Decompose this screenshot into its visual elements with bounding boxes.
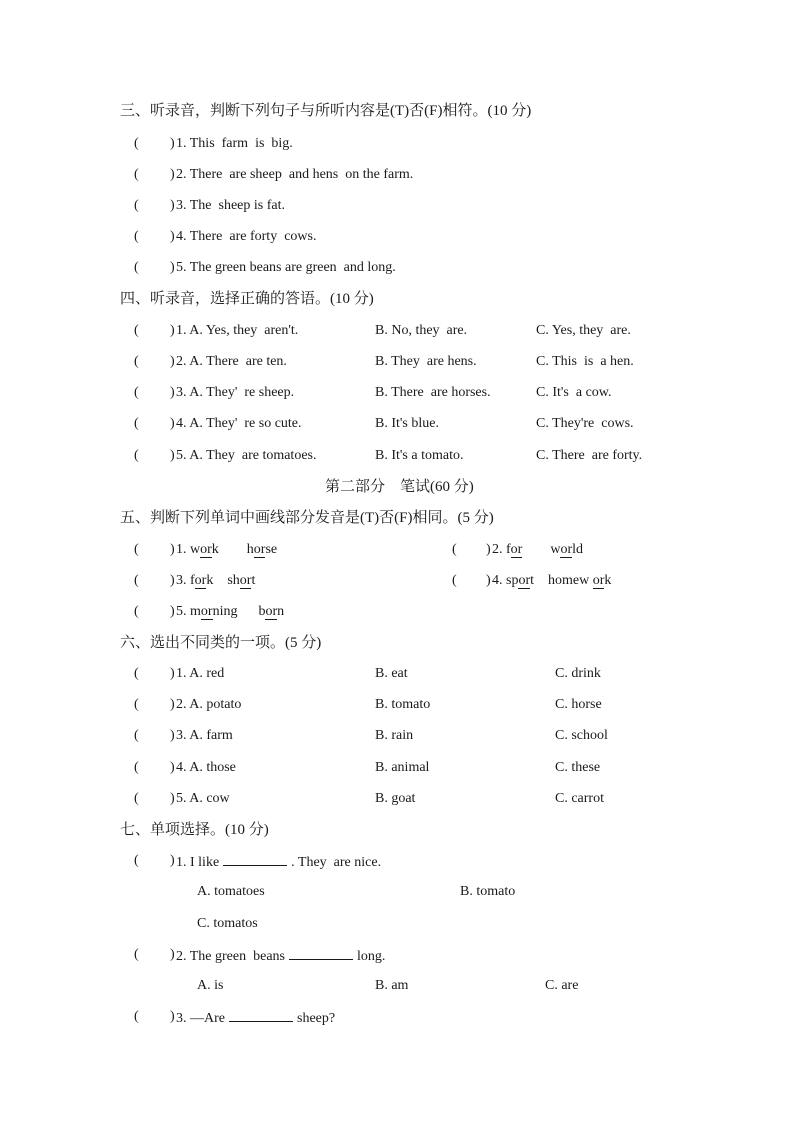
word-part: k [604, 573, 612, 588]
answer-paren-open: ( [134, 385, 139, 400]
answer-paren-open: ( [134, 136, 139, 151]
answer-paren-close: ) [170, 448, 175, 463]
stem-text: sheep? [297, 1011, 336, 1026]
answer-paren-open: ( [134, 573, 139, 588]
answer-paren-open: ( [134, 448, 139, 463]
option-b: B. tomato [460, 884, 516, 899]
answer-paren-open: ( [134, 198, 139, 213]
answer-paren-open: ( [134, 604, 139, 619]
option-b: B. goat [375, 791, 416, 806]
answer-paren-open: ( [134, 229, 139, 244]
list-item: 3. The sheep is fat. [176, 198, 285, 213]
item-number: 5. [176, 604, 187, 619]
answer-paren-open: ( [134, 947, 139, 962]
part-2-title: 第二部分 笔试(60 分) [325, 479, 474, 495]
underlined-part: or [200, 604, 213, 619]
answer-paren-close: ) [170, 416, 175, 431]
option-b: B. It's blue. [375, 416, 439, 431]
stem-text: 1. I like [176, 855, 220, 870]
item-number: 2. [492, 542, 503, 557]
word-part: f [190, 573, 195, 588]
question-option-a: 5. A. They are tomatoes. [176, 448, 317, 463]
answer-paren-open: ( [134, 853, 139, 868]
underlined-part: or [239, 573, 252, 588]
answer-paren-close: ) [170, 354, 175, 369]
option-b: B. They are hens. [375, 354, 477, 369]
option-b: B. There are horses. [375, 385, 491, 400]
answer-blank [223, 852, 287, 866]
answer-paren-open: ( [134, 323, 139, 338]
word-part: ld [572, 542, 584, 557]
answer-blank [289, 946, 353, 960]
word-part: sp [506, 573, 519, 588]
stem-text: long. [356, 949, 386, 964]
section-7-heading: 七、单项选择。(10 分) [120, 822, 269, 838]
answer-paren-close: ) [170, 760, 175, 775]
option-b: B. eat [375, 666, 408, 681]
question-stem [176, 1008, 335, 1028]
word-part: h [246, 542, 254, 557]
option-c: C. are [545, 978, 579, 993]
word-part: m [190, 604, 201, 619]
option-c: C. Yes, they are. [536, 323, 631, 338]
answer-paren-close: ) [170, 573, 175, 588]
underlined-part: or [560, 542, 573, 557]
answer-paren-close: ) [170, 229, 175, 244]
item-number: 1. [176, 542, 187, 557]
stem-text: 2. The green beans [176, 949, 285, 964]
option-c: C. carrot [555, 791, 604, 806]
answer-paren-open: ( [452, 542, 457, 557]
option-c: C. There are forty. [536, 448, 643, 463]
option-a: 5. A. cow [176, 791, 230, 806]
word-pair [492, 541, 583, 559]
answer-paren-open: ( [134, 167, 139, 182]
option-b: B. tomato [375, 697, 431, 712]
answer-paren-close: ) [170, 791, 175, 806]
underlined-part: or [194, 573, 207, 588]
answer-paren-open: ( [134, 1009, 139, 1024]
option-a: 3. A. farm [176, 728, 233, 743]
list-item: 5. The green beans are green and long. [176, 260, 396, 275]
answer-paren-open: ( [134, 260, 139, 275]
option-b: B. animal [375, 760, 430, 775]
item-number: 4. [492, 573, 503, 588]
option-b: B. am [375, 978, 409, 993]
word-part: f [506, 542, 511, 557]
word-part: k [211, 542, 219, 557]
stem-text: 3. —Are [176, 1011, 225, 1026]
answer-paren-open: ( [134, 697, 139, 712]
answer-paren-open: ( [134, 760, 139, 775]
word-part: t [530, 573, 535, 588]
section-4-heading: 四、听录音，选择正确的答语。(10 分) [120, 291, 374, 307]
option-a: 2. A. potato [176, 697, 242, 712]
option-c: C. school [555, 728, 608, 743]
option-c: C. these [555, 760, 601, 775]
underlined-part: or [200, 542, 212, 557]
answer-paren-close: ) [170, 604, 175, 619]
word-part: w [190, 542, 201, 557]
option-a: 4. A. those [176, 760, 236, 775]
answer-paren-close: ) [170, 198, 175, 213]
option-a: A. tomatoes [197, 884, 265, 899]
question-option-a: 1. A. Yes, they aren't. [176, 323, 299, 338]
answer-paren-close: ) [170, 666, 175, 681]
word-part: k [206, 573, 214, 588]
option-c: C. This is a hen. [536, 354, 634, 369]
underlined-part: or [518, 573, 531, 588]
word-pair [492, 572, 611, 590]
word-part: sh [227, 573, 240, 588]
section-5-heading: 五、判断下列单词中画线部分发音是(T)否(F)相同。(5 分) [120, 510, 494, 526]
option-c: C. They're cows. [536, 416, 634, 431]
word-part: ning [212, 604, 238, 619]
word-part: b [258, 604, 266, 619]
answer-paren-close: ) [170, 385, 175, 400]
section-3-heading: 三、听录音，判断下列句子与所听内容是(T)否(F)相符。(10 分) [120, 103, 532, 119]
answer-paren-close: ) [170, 1009, 175, 1024]
answer-paren-close: ) [170, 947, 175, 962]
answer-paren-open: ( [452, 573, 457, 588]
answer-paren-close: ) [170, 260, 175, 275]
answer-paren-open: ( [134, 416, 139, 431]
word-part: w [550, 542, 561, 557]
word-part: n [277, 604, 285, 619]
word-pair [176, 541, 277, 559]
underlined-part: or [510, 542, 523, 557]
option-a: A. is [197, 978, 224, 993]
answer-paren-close: ) [170, 136, 175, 151]
answer-paren-open: ( [134, 354, 139, 369]
question-stem [176, 852, 381, 872]
word-part: homew [548, 573, 593, 588]
answer-paren-close: ) [170, 542, 175, 557]
list-item: 1. This farm is big. [176, 136, 293, 151]
section-6-heading: 六、选出不同类的一项。(5 分) [120, 635, 322, 651]
underlined-part: or [253, 542, 266, 557]
answer-paren-open: ( [134, 666, 139, 681]
word-part: t [251, 573, 256, 588]
answer-paren-open: ( [134, 542, 139, 557]
question-option-a: 2. A. There are ten. [176, 354, 287, 369]
stem-text: . They are nice. [291, 855, 382, 870]
underlined-part: or [592, 573, 605, 588]
list-item: 4. There are forty cows. [176, 229, 317, 244]
answer-paren-close: ) [170, 323, 175, 338]
question-stem [176, 946, 385, 966]
answer-paren-close: ) [486, 542, 491, 557]
option-c: C. tomatos [197, 916, 258, 931]
answer-paren-close: ) [170, 697, 175, 712]
item-number: 3. [176, 573, 187, 588]
option-c: C. It's a cow. [536, 385, 612, 400]
list-item: 2. There are sheep and hens on the farm. [176, 167, 414, 182]
answer-paren-close: ) [170, 853, 175, 868]
word-pair [176, 572, 255, 590]
word-pair [176, 603, 284, 621]
option-b: B. rain [375, 728, 414, 743]
option-c: C. drink [555, 666, 601, 681]
option-b: B. No, they are. [375, 323, 468, 338]
question-option-a: 3. A. They' re sheep. [176, 385, 295, 400]
option-b: B. It's a tomato. [375, 448, 464, 463]
answer-paren-close: ) [170, 167, 175, 182]
answer-paren-open: ( [134, 791, 139, 806]
answer-blank [229, 1008, 293, 1022]
answer-paren-close: ) [486, 573, 491, 588]
question-option-a: 4. A. They' re so cute. [176, 416, 302, 431]
answer-paren-close: ) [170, 728, 175, 743]
option-c: C. horse [555, 697, 602, 712]
underlined-part: or [265, 604, 278, 619]
answer-paren-open: ( [134, 728, 139, 743]
option-a: 1. A. red [176, 666, 225, 681]
word-part: se [265, 542, 278, 557]
